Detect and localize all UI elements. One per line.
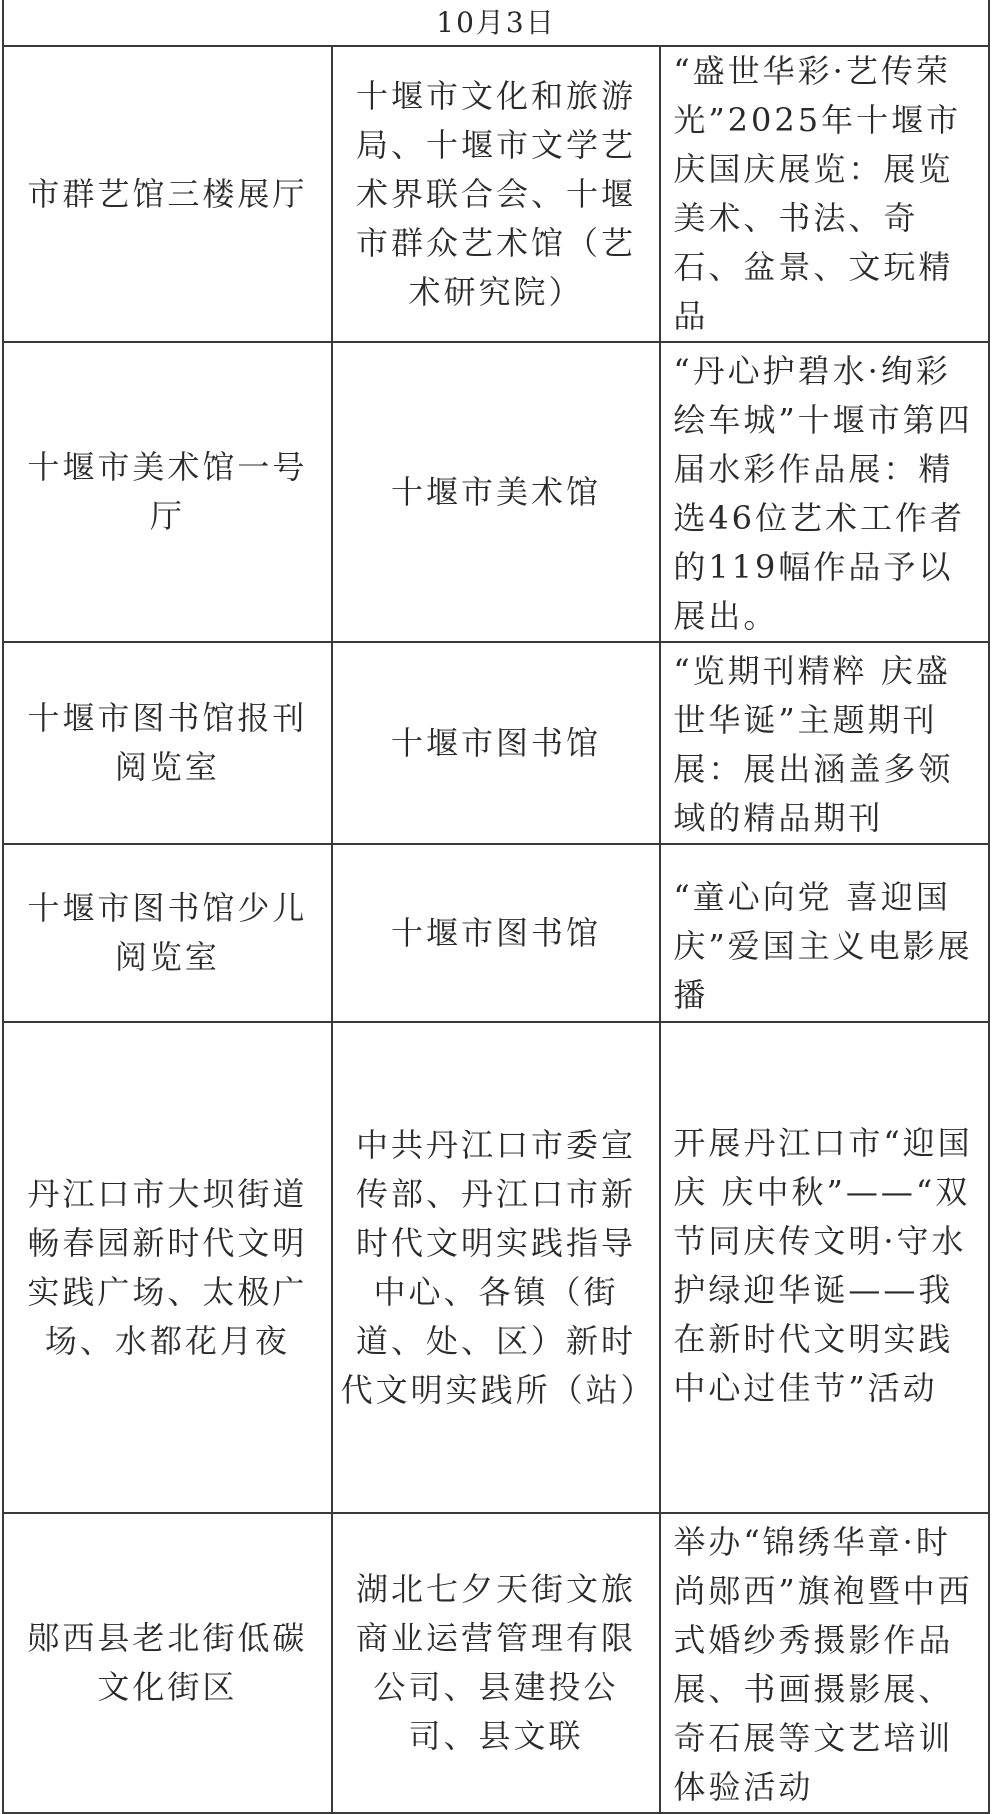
organizer-text: 湖北七夕天街文旅商业运营管理有限公司、县建投公司、县文联 <box>355 1570 636 1755</box>
organizer-text: 十堰市文化和旅游局、十堰市文学艺术界联合会、十堰市群众艺术馆（艺术研究院） <box>355 76 636 311</box>
venue-cell <box>3 46 332 342</box>
organizer-text: 十堰市美术馆 <box>390 472 601 511</box>
content-text: “童心向党 喜迎国庆”爱国主义电影展播 <box>673 878 973 1014</box>
date-header: 10月3日 <box>3 0 989 46</box>
venue-text: 十堰市美术馆一号厅 <box>27 448 308 535</box>
venue-text: 市群艺馆三楼展厅 <box>27 174 308 213</box>
venue-cell <box>3 342 332 642</box>
schedule-table-container <box>2 0 990 1814</box>
content-cell <box>660 46 989 342</box>
table-row <box>3 1513 989 1813</box>
venue-text: 丹江口市大坝街道畅春园新时代文明实践广场、太极广场、水都花月夜 <box>27 1174 308 1360</box>
organizer-text: 十堰市图书馆 <box>390 913 601 952</box>
event-schedule-table <box>2 0 990 1814</box>
content-cell <box>660 1513 989 1813</box>
content-text: 开展丹江口市“迎国庆 庆中秋”——“双节同庆传文明·守水护绿迎华诞——我在新时代文明实践中心过佳节”活动 <box>673 1124 973 1407</box>
organizer-cell <box>332 1513 661 1813</box>
content-text: 举办“锦绣华章·时尚郧西”旗袍暨中西式婚纱秀摄影作品展、书画摄影展、奇石展等文艺培训体验活动 <box>673 1523 973 1806</box>
content-text: “丹心护碧水·绚彩绘车城”十堰市第四届水彩作品展：精选46位艺术工作者的119幅作品予以展出。 <box>673 352 973 635</box>
venue-text: 十堰市图书馆少儿阅览室 <box>27 889 308 976</box>
organizer-cell <box>332 642 661 844</box>
venue-cell <box>3 844 332 1022</box>
venue-cell <box>3 1022 332 1513</box>
table-row <box>3 46 989 342</box>
content-text: “盛世华彩·艺传荣光”2025年十堰市庆国庆展览：展览美术、书法、奇石、盆景、文玩精品 <box>673 52 962 335</box>
venue-text: 郧西县老北街低碳文化街区 <box>27 1619 308 1706</box>
organizer-cell <box>332 844 661 1022</box>
date-header-row <box>3 0 989 46</box>
venue-cell <box>3 642 332 844</box>
content-cell <box>660 342 989 642</box>
venue-text: 十堰市图书馆报刊阅览室 <box>27 699 308 786</box>
table-row <box>3 1022 989 1513</box>
content-cell <box>660 642 989 844</box>
organizer-cell <box>332 1022 661 1513</box>
organizer-cell <box>332 342 661 642</box>
table-row <box>3 342 989 642</box>
content-cell <box>660 844 989 1022</box>
venue-cell <box>3 1513 332 1813</box>
content-text: “览期刊精粹 庆盛世华诞”主题期刊展：展出涵盖多领域的精品期刊 <box>673 652 954 837</box>
table-row <box>3 844 989 1022</box>
organizer-cell <box>332 46 661 342</box>
table-row <box>3 642 989 844</box>
content-cell <box>660 1022 989 1513</box>
organizer-text: 中共丹江口市委宣传部、丹江口市新时代文明实践指导中心、各镇（街道、处、区）新时代文明实践所（站） <box>340 1125 656 1409</box>
organizer-text: 十堰市图书馆 <box>390 723 601 762</box>
